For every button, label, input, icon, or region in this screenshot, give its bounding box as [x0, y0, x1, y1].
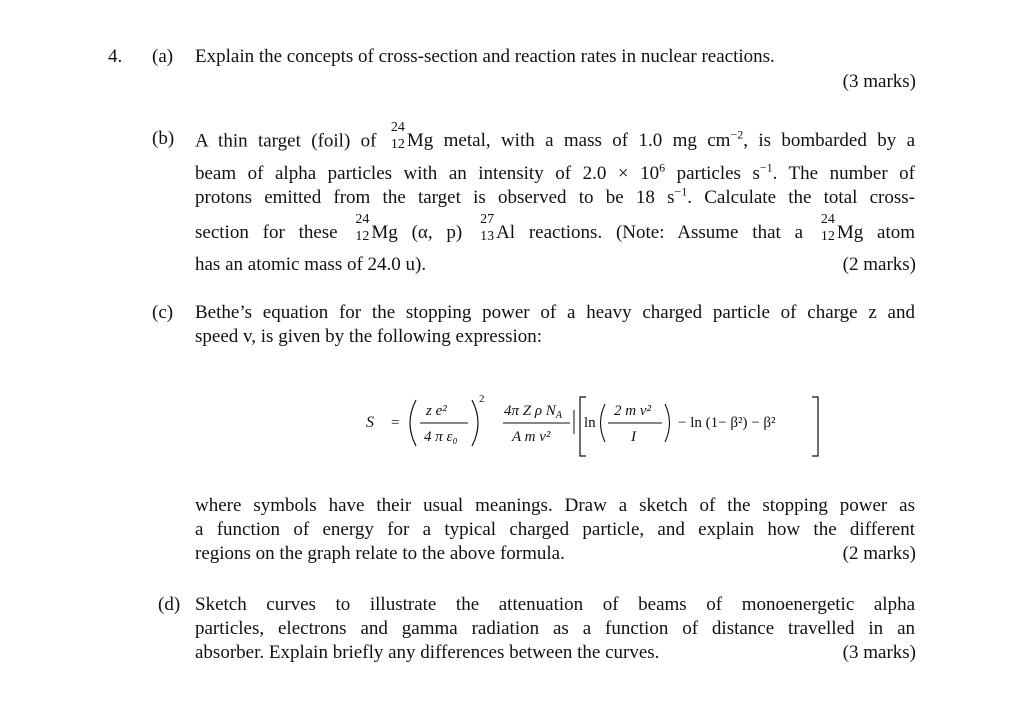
formula-f3-num: 2 m v²	[614, 403, 651, 419]
formula-f1-num: z e²	[426, 403, 447, 419]
formula-lhs: S	[366, 414, 374, 431]
part-b-label: (b)	[152, 128, 175, 149]
formula-ln: ln	[584, 415, 596, 431]
formula-f2-num: 4π Z ρ $N_A$	[504, 403, 562, 421]
formula-tail: − ln (1− β²) − β²	[678, 415, 776, 431]
mg-nuclide-2: 24 12	[355, 212, 370, 244]
part-d-label: (d)	[158, 594, 181, 615]
part-c-label: (c)	[152, 302, 174, 323]
part-b-line-1-pre: A thin target (foil) of	[195, 130, 377, 152]
part-c-line-1: Bethe’s equation for the stopping power of a heavy charged particle of charge z and	[195, 302, 915, 323]
formula-f2-den: A m v²	[512, 429, 551, 445]
formula-equals: =	[391, 415, 400, 431]
part-c-line-4: a function of energy for a typical charged particle, and explain how the different	[195, 519, 915, 540]
mg-nuclide: 24 12	[390, 120, 405, 153]
part-c-line-5: regions on the graph relate to the above formula.	[195, 543, 565, 564]
formula-f3-den: I	[631, 429, 636, 445]
part-b-line-2: beam of alpha particles with an intensity of $2.0 \times 10^6$ particles $s^{-1}$. The number of	[195, 161, 915, 185]
part-c-marks: (2 marks)	[842, 543, 916, 564]
part-b-line-5: has an atomic mass of 24.0 u).	[195, 254, 427, 275]
part-b-line-1: A thin target (foil) of 24 12 Mg metal, with a mass of 1.0 mg $cm^{-2}$, is bombarded by a	[195, 120, 916, 153]
al-nuclide: 27 13	[480, 212, 495, 244]
part-c-line-3: where symbols have their usual meanings. Draw a sketch of the stopping power as	[195, 495, 915, 516]
part-b-line-4: section for these 24 12 Mg (α, p) 27 13 Al reactions. (Note: Assume that a 24 12 Mg atom	[195, 212, 916, 244]
part-a-text: Explain the concepts of cross-section and reaction rates in nuclear reactions.	[195, 46, 775, 67]
part-c-line-2: speed v, is given by the following expression:	[195, 326, 543, 347]
formula-f1-pow: 2	[479, 393, 485, 405]
question-number: 4.	[108, 46, 123, 67]
part-d-line-2: particles, electrons and gamma radiation as a function of distance travelled in an	[195, 618, 915, 639]
part-d-line-3: absorber. Explain briefly any differences between the curves.	[195, 642, 660, 663]
part-b-line-1-post: metal, with a mass of 1.0 mg $cm^{-2}$, is bombarded by a	[443, 128, 916, 152]
part-d-line-1: Sketch curves to illustrate the attenuation of beams of monoenergetic alpha	[195, 594, 915, 615]
formula-f1-den: 4 π ε₀	[424, 429, 458, 445]
part-a-label: (a)	[152, 46, 174, 67]
part-d-marks: (3 marks)	[842, 642, 916, 663]
part-b-line-3: protons emitted from the target is observed to be 18 $s^{-1}$. Calculate the total cross-	[195, 185, 915, 209]
part-a-marks: (3 marks)	[842, 71, 916, 92]
mg-nuclide-3: 24 12	[820, 212, 835, 244]
part-b-marks: (2 marks)	[842, 254, 916, 275]
